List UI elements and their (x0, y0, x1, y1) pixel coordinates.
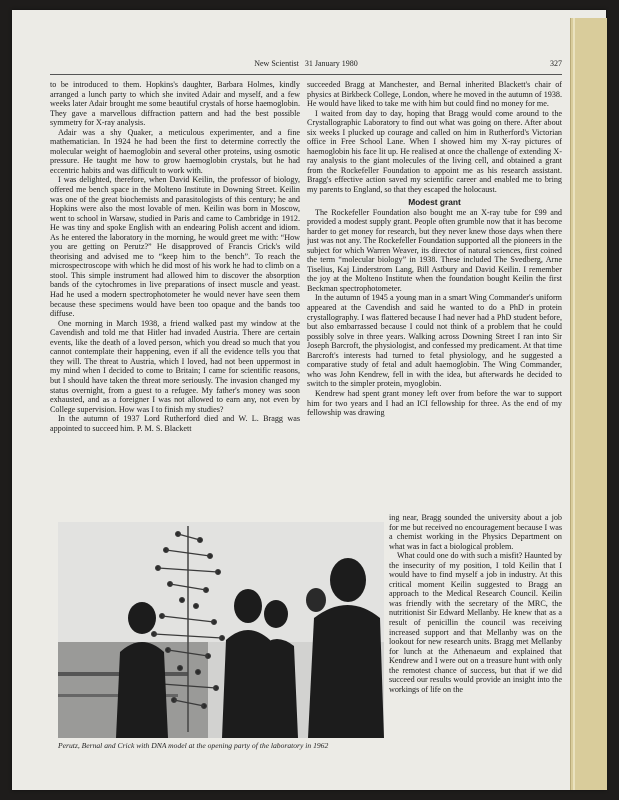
paragraph: One morning in March 1938, a friend walked past my window at the Cavendish and told me that Hitler had invaded Austria. There are certain events, like the death of a loved person, which you dread so much that you cannot contemplate their happening, even if all the evidence tells you that they will. The threat to Austria, which I loved, had not been uppermost in my mind when I decided to come to Britain; I came for scientific reasons, but I should have taken the threat more seriously. The invasion changed my status overnight, from a guest to a refugee. My father's money was soon exhausted, and as a foreigner I was not allowed to earn any, not even by College supervision. How was I to finish my studies? (50, 318, 300, 414)
paragraph: In the autumn of 1945 a young man in a smart Wing Commander's uniform appeared at the Cavendish and said he wanted to do a PhD in protein crystallography. I was flattered because I had never had a PhD student before, but also embarrassed because I could not think of a problem that he could possibly solve in three years. Walking across Downing Street I ran into Sir Joseph Barcroft, the physiologist, and confessed my predicament. At that time Barcroft's interests had turned to fetal physiology, and he suggested a comparative study of fetal and adult haemoglobin. The Wing Commander, who was John Kendrew, fell in with the idea, but afterwards he decided to switch to the simpler protein, myoglobin. (307, 293, 562, 389)
paragraph: ing near, Bragg sounded the university about a job for me but received no encouragement because I was a chemist working in the Physics Department on what was in fact a biological problem. (389, 513, 562, 551)
subheading: Modest grant (408, 196, 461, 207)
header-rule (50, 74, 562, 75)
photo-caption: Perutz, Bernal and Crick with DNA model at the opening party of the laboratory in 1962 (58, 741, 329, 750)
paragraph: Kendrew had spent grant money left over from before the war to support him for two years and I had an ICI fellowship for three. As the end of my fellowship was drawing (307, 388, 562, 418)
paragraph: I waited from day to day, hoping that Bragg would come around to the Crystallographic Laboratory to find out what was going on there. After about six weeks I plucked up courage and called on him in Rutherford's Victorian office in Free School Lane. When I showed him my X-ray pictures of haemoglobin his face lit up. He realised at once the challenge of extending X-ray analysis to the giant molecules of the living cell, and obtained a grant from the Rockefeller Foundation to appoint me as his research assistant. Bragg's effective action saved my scientific career and enabled me to bring my parents to England, so that they escaped the holocaust. (307, 108, 562, 195)
paragraph: I was delighted, therefore, when David Keilin, the professor of biology, offered me bench space in the Molteno Institute in Downing Street. Keilin was one of the great biochemists and parasitologists of this century; he and Hopkins were also the most lovable of men. Keilin was born in Moscow, went to school in Warsaw, studied in Paris and came to Cambridge in 1912. He was tiny and spoke English with an endearing Polish accent and idiom. As he entered the laboratory in the morning, he would greet me with: “How you are getting on Perutz?” He disapproved of Francis Crick's wild theorising and advised me to “keep him to the bench”. To reach the microspectroscope with which he did most of his work he had to climb on a stool. This simple instrument had allowed him to discover the absorption bands of the cytochromes in live preparations of insect muscle and yeast. Had he used a modern spectrophotometer he would never have seen them because these specimens would have been too opaque and the bands too diffuse. (50, 175, 300, 319)
paragraph: Adair was a shy Quaker, a meticulous experimenter, and a fine mathematician. In 1924 he had been the first to determine correctly the molecular weight of haemoglobin and several other proteins, using osmotic pressure. He taught me how to grow haemoglobin crystals, but he had eccentric habits and was difficult to work with. (50, 127, 300, 175)
paragraph: In the autumn of 1937 Lord Rutherford died and W. L. Bragg was appointed to succeed him. P. M. S. Blackett (50, 414, 300, 433)
paragraph: The Rockefeller Foundation also bought me an X-ray tube for £99 and provided a modest supply grant. People often grumble now that it has become harder to get money for research, but they never knew those days when there just was not any. The Rockefeller Foundation supported all the pioneers in the subject for which Warren Weaver, its director of natural sciences, first coined the term “molecular biology” in 1938. These included The Svedberg, Arne Tiselius, Kaj Linderstrom Lang, Bill Astbury and David Keilin. I remember the joy at the Molteno Institute when the foundation bought Keilin the first Beckman spectrophotometer. (307, 207, 562, 293)
paragraph: succeeded Bragg at Manchester, and Bernal inherited Blackett's chair of physics at Birkbeck College, London, where he moved in the autumn of 1938. He would have liked to take me with him but could find no money for me. (307, 80, 562, 109)
paragraph: What could one do with such a misfit? Haunted by the insecurity of my position, I told Keilin that I would have to find myself a job in industry. At this critical moment Keilin suggested to Bragg an approach to the Medical Research Council. Keilin was friendly with the secretary of the MRC, the nutritionist Sir Edward Mellanby. He knew that as a result of penicillin the council was receiving increased support and that Mellanby was on the lookout for new research units. Bragg met Mellanby for lunch at the Athenaeum and explained that Kendrew and I were out on a treasure hunt with only the remotest chance of success, but that if we did succeed our results would provide an insight into the workings of life on the (389, 551, 562, 694)
binding-strip (570, 18, 607, 790)
narrow-column (389, 513, 562, 753)
left-column (50, 80, 300, 517)
issue-date: 31 January 1980 (304, 59, 358, 68)
running-header (50, 58, 562, 70)
page-number: 327 (550, 59, 562, 68)
publication-name: New Scientist (254, 59, 299, 68)
paragraph: to be introduced to them. Hopkins's daughter, Barbara Holmes, kindly arranged a lunch party to which she invited Adair and myself, and a few weeks later Adair brought me some beautiful crystals of horse haemoglobin. They gave a marvellous diffraction pattern and had the best possible symmetry for X-ray analysis. (50, 80, 300, 128)
right-column (307, 80, 562, 512)
photo-illustration (58, 522, 384, 738)
dna-model-photo (58, 522, 384, 738)
